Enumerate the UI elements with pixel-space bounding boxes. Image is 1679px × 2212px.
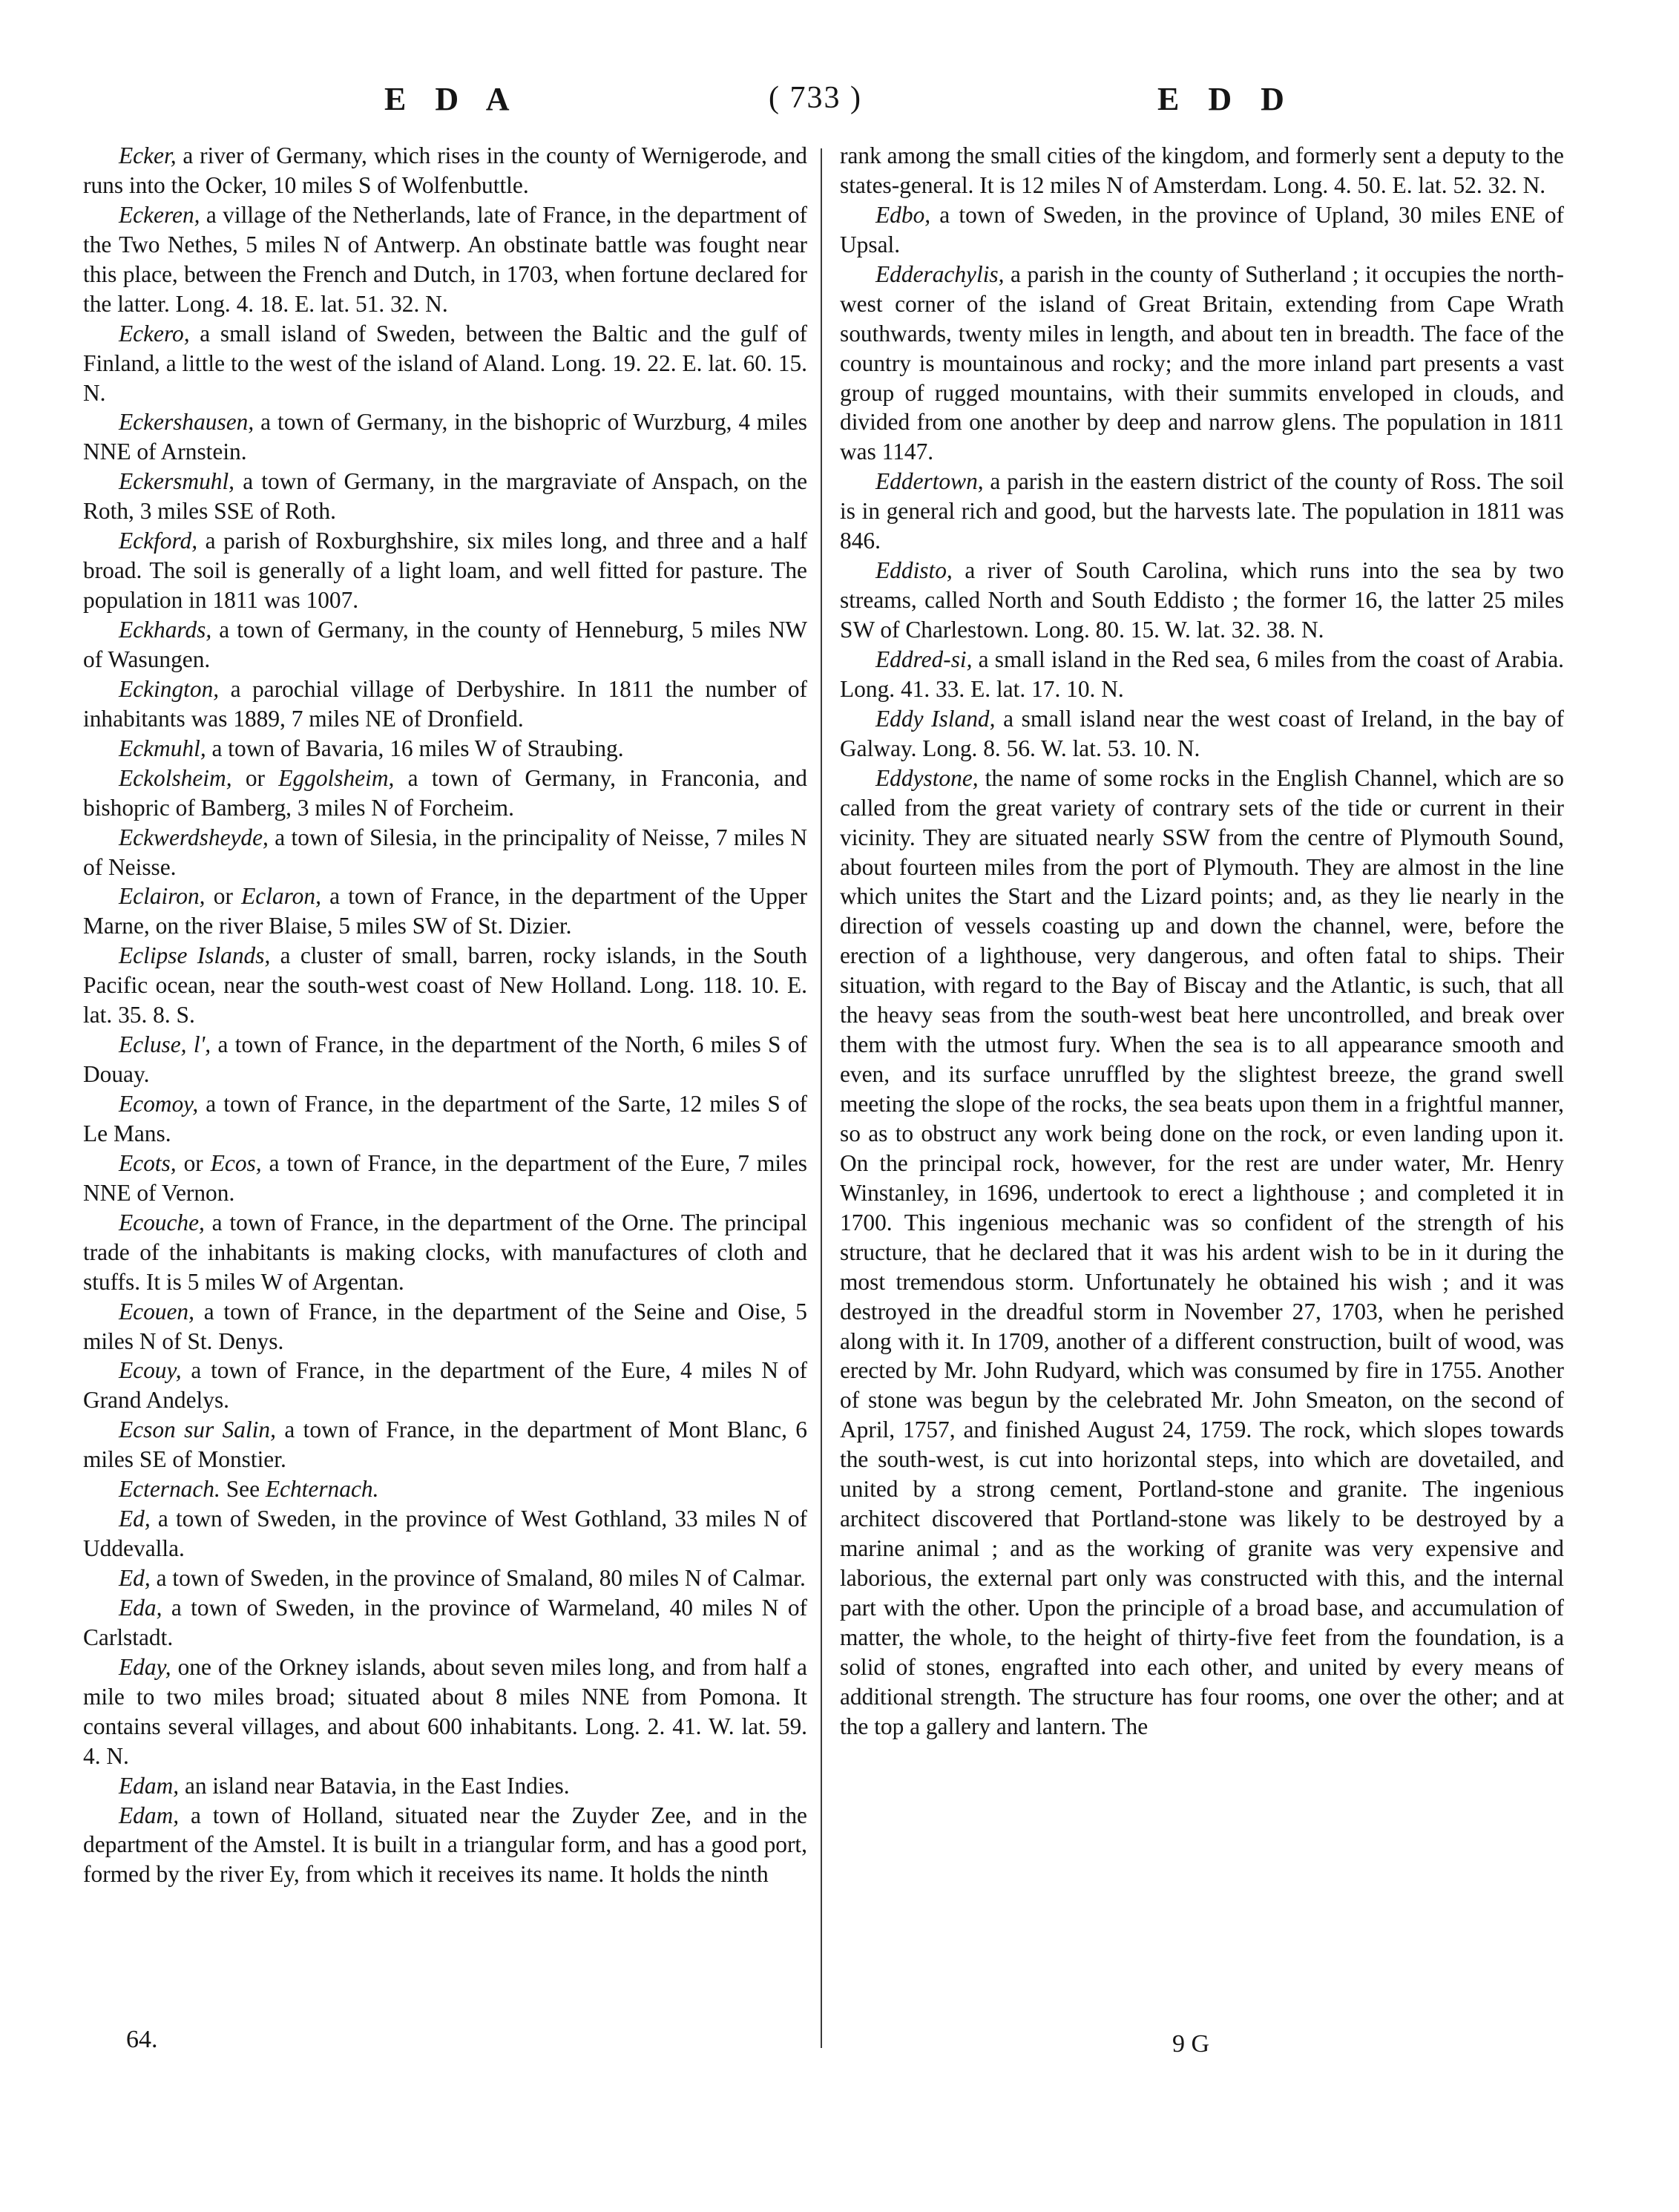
dictionary-entry [83, 1149, 807, 1208]
dictionary-entry [83, 764, 807, 823]
entry-headword: Eddystone, [875, 764, 979, 791]
entry-headword: Ecouy, [119, 1357, 182, 1384]
dictionary-entry [83, 1030, 807, 1089]
entry-headword: Eckwerdsheyde, [119, 824, 269, 850]
dictionary-entry [840, 704, 1564, 764]
entry-headword: Eclipse Islands, [119, 942, 271, 969]
dictionary-entry [840, 200, 1564, 260]
entry-text: a town of France, in the department of the Orne. The principal trade of the inhabitants is making clocks, with manufactures of cloth and stuffs. It is 5 miles W of Argentan. [83, 1209, 807, 1295]
entry-text: a town of Holland, situated near the Zuyder Zee, and in the department of the Amstel. It is built in a triangular form, and has a good port, formed by the river Ey, from which it receives its name. It holds the ninth [83, 1802, 807, 1888]
entry-headword: Eckington, [119, 675, 220, 702]
dictionary-entry [83, 1653, 807, 1771]
entry-headword: Ecouche, [119, 1209, 205, 1235]
entry-text: a small island of Sweden, between the Baltic and the gulf of Finland, a little to the west of the island of Aland. Long. 19. 22. E. lat. 60. 15. N. [83, 320, 807, 406]
entry-headword: Eckolsheim, [119, 764, 232, 791]
dictionary-entry [83, 1297, 807, 1356]
dictionary-entry [83, 734, 807, 764]
entry-headword: Edam, [119, 1802, 180, 1828]
entry-headword: Eddertown, [875, 468, 984, 495]
entry-text: one of the Orkney islands, about seven miles long, and from half a mile to two miles broad; situated about 8 miles NNE from Pomona. It contains several villages, and about 600 inhabitants. Long. 2. 41. W. lat. 59. 4. N. [83, 1653, 807, 1769]
entry-text: a town of Sweden, in the province of Warmeland, 40 miles N of Carlstadt. [83, 1594, 807, 1650]
entry-headword: Eckmuhl, [119, 735, 206, 761]
dictionary-entry [83, 200, 807, 319]
entry-headword: Ecluse, l', [119, 1031, 211, 1058]
entry-text: the name of some rocks in the English Channel, which are so called from the great variety of contrary sets of the tide or current in their vicinity. They are situated nearly SSW from the centre of Plymouth Sound, about fourteen miles from the port of Plymouth. They are almost in the line which unites the Start and the Lizard points; and, as they lie nearly in the direction of vessels coasting up and down the channel, were, before the erection of a lighthouse, very dangerous, and often fatal to ships. Their situation, with regard to the Bay of Biscay and the Atlantic, is such, that all the heavy seas from the south-west beat here uncontrolled, and break over them with the utmost fury. When the sea is to all appearance smooth and even, and its surface unruffled by the slightest breeze, the grand swell meeting the slope of the rocks, the sea beats upon them in a frightful manner, so as to obstruct any work being done on the rock, or even landing upon it. On the principal rock, however, for the rest are under water, Mr. Henry Winstanley, in 1696, undertook to erect a lighthouse ; and completed it in 1700. This ingenious mechanic was so confident of the strength of his structure, that he declared that it was his ardent wish to be in it during the most tremendous storm. Unfortunately he obtained his wish ; and it was destroyed in the dreadful storm in November 27, 1703, when he perished along with it. In 1709, another of a different construction, built of wood, was erected by Mr. John Rudyard, which was consumed by fire in 1755. Another of stone was begun by the celebrated Mr. John Smeaton, on the second of April, 1757, and finished August 24, 1759. The rock, which slopes towards the south-west, is cut into horizontal steps, into which are dovetailed, and united by a strong cement, Portland-stone and granite. The ingenious architect discovered that Portland-stone was likely to be destroyed by a marine animal ; and as the working of granite was very expensive and laborious, the external part only was constructed with this, and the internal part with the other. Upon the principle of a broad base, and accumulation of matter, the whole, to the height of thirty-five feet from the foundation, is a solid of stones, engrafted into each other, and united by every means of additional strength. The structure has four rooms, one over the other; and at the top a gallery and lantern. The [840, 764, 1564, 1739]
entry-text: a river of South Carolina, which runs into the sea by two streams, called North and South Eddisto ; the former 16, the latter 25 miles SW of Charlestown. Long. 80. 15. W. lat. 32. 38. N. [840, 557, 1564, 643]
dictionary-entry [840, 764, 1564, 1742]
dictionary-entry [840, 141, 1564, 200]
entry-text: a town of Silesia, in the principality of Neisse, 7 miles N of Neisse. [83, 824, 807, 880]
dictionary-entry [840, 645, 1564, 704]
dictionary-entry [83, 526, 807, 615]
dictionary-entry [83, 407, 807, 467]
page-number: ( 733 ) [769, 81, 862, 115]
entry-text: a town of Germany, in the county of Henneburg, 5 miles NW of Wasungen. [83, 617, 807, 672]
entry-text: an island near Batavia, in the East Indies. [179, 1772, 570, 1799]
entry-headword: Eckersmuhl, [119, 468, 235, 495]
entry-text: or [205, 883, 242, 910]
entry-headword: Eclairon, [119, 883, 206, 910]
dictionary-entry [83, 941, 807, 1030]
dictionary-entry [83, 1593, 807, 1653]
entry-text: a small island near the west coast of Ireland, in the bay of Galway. Long. 8. 56. W. lat. 53. 10. N. [840, 705, 1564, 761]
entry-headword: Ecternach. [119, 1476, 220, 1503]
header-right-guideword: E D D [1157, 81, 1295, 117]
entry-headword: Ecson sur Salin, [119, 1417, 276, 1443]
entry-headword: Edam, [119, 1772, 180, 1799]
dictionary-entry [83, 615, 807, 675]
entry-headword: Eckford, [119, 528, 198, 554]
entry-alt-headword: Echternach. [265, 1476, 379, 1503]
entry-text: a town of Germany, in the margraviate of Anspach, on the Roth, 3 miles SSE of Roth. [83, 468, 807, 525]
entry-text: a town of Bavaria, 16 miles W of Straubing. [206, 735, 624, 761]
entry-text: a town of France, in the department of the Eure, 7 miles NNE of Vernon. [83, 1149, 807, 1206]
entry-text: a town of France, in the department of Mont Blanc, 6 miles SE of Monstier. [83, 1417, 807, 1473]
entry-text: a cluster of small, barren, rocky islands, in the South Pacific ocean, near the south-west coast of New Holland. Long. 118. 10. E. lat. 35. 8. S. [83, 942, 807, 1028]
dictionary-entry [83, 823, 807, 882]
entry-headword: Ecker, [119, 142, 177, 168]
entry-text: a parish in the county of Sutherland ; it occupies the north-west corner of the island of Great Britain, extending from Cape Wrath southwards, twenty miles in length, and about ten in breadth. The face of the country is mountainous and rocky; and the more inland part presents a vast group of rugged mountains, with their summits enveloped in clouds, and divided from one another by deep and narrow glens. The population in 1811 was 1147. [840, 260, 1564, 465]
entry-text: a town of France, in the department of the Eure, 4 miles N of Grand Andelys. [83, 1357, 807, 1414]
entry-headword: Ed, [119, 1506, 151, 1532]
entry-headword: Eda, [119, 1594, 162, 1621]
dictionary-entry [83, 1474, 807, 1504]
dictionary-entry [840, 467, 1564, 556]
entry-text: a small island in the Red sea, 6 miles from the coast of Arabia. Long. 41. 33. E. lat. 17. 10. N. [840, 646, 1564, 702]
entry-text: or [176, 1149, 211, 1176]
entry-headword: Eddisto, [875, 557, 953, 584]
entry-headword: Ecomoy, [119, 1091, 199, 1117]
dictionary-entry [840, 260, 1564, 467]
running-header [0, 80, 1679, 125]
entry-text: a town of Sweden, in the province of Smaland, 80 miles N of Calmar. [150, 1565, 806, 1591]
entry-headword: Edderachylis, [875, 260, 1005, 287]
header-left-guideword: E D A [384, 81, 520, 117]
dictionary-entry [83, 1563, 807, 1593]
dictionary-entry [83, 675, 807, 734]
entry-text: or [231, 764, 279, 791]
entry-text: a town of France, in the department of the Upper Marne, on the river Blaise, 5 miles SW of St. Dizier. [83, 883, 807, 939]
signature-mark-right: 9 G [1172, 2030, 1210, 2058]
entry-headword: Eckero, [119, 320, 190, 347]
entry-alt-headword: Eggolsheim, [278, 764, 395, 791]
dictionary-entry [83, 1801, 807, 1890]
right-column [840, 141, 1564, 1742]
entry-headword: Ed, [119, 1565, 151, 1591]
entry-text: a parish in the eastern district of the county of Ross. The soil is in general rich and good, but the harvests late. The population in 1811 was 846. [840, 468, 1564, 554]
dictionary-entry [83, 1504, 807, 1563]
dictionary-entry [83, 1415, 807, 1474]
column-divider [821, 148, 822, 2048]
entry-headword: Edbo, [875, 201, 931, 228]
dictionary-entry [83, 1089, 807, 1149]
dictionary-entry [83, 882, 807, 941]
entry-text: rank among the small cities of the kingdom, and formerly sent a deputy to the states-general. It is 12 miles N of Amsterdam. Long. 4. 50. E. lat. 52. 32. N. [840, 142, 1564, 198]
entry-headword: Eday, [119, 1653, 171, 1680]
left-column [83, 141, 807, 1889]
entry-text: a town of Sweden, in the province of Upland, 30 miles ENE of Upsal. [840, 201, 1564, 257]
entry-text: See [220, 1476, 266, 1503]
entry-headword: Eckershausen, [119, 409, 254, 436]
dictionary-entry [83, 1208, 807, 1297]
entry-text: a town of France, in the department of the Seine and Oise, 5 miles N of St. Denys. [83, 1298, 807, 1354]
dictionary-entry [83, 1771, 807, 1801]
entry-alt-headword: Eclaron, [241, 883, 321, 910]
entry-alt-headword: Ecos, [210, 1149, 262, 1176]
entry-text: a village of the Netherlands, late of France, in the department of the Two Nethes, 5 miles N of Antwerp. An obstinate battle was fought near this place, between the French and Dutch, in 1703, when fortune declared for the latter. Long. 4. 18. E. lat. 51. 32. N. [83, 201, 807, 317]
entry-text: a river of Germany, which rises in the county of Wernigerode, and runs into the Ocker, 10 miles S of Wolfenbuttle. [83, 142, 807, 198]
dictionary-entry [83, 467, 807, 526]
entry-text: a town of Sweden, in the province of West Gothland, 33 miles N of Uddevalla. [83, 1506, 807, 1562]
dictionary-entry [83, 141, 807, 200]
entry-headword: Eddy Island, [875, 705, 996, 732]
dictionary-entry [83, 1356, 807, 1415]
dictionary-entry [83, 319, 807, 408]
entry-headword: Eckeren, [119, 201, 200, 228]
entry-headword: Ecots, [119, 1149, 177, 1176]
entry-text: a town of Germany, in the bishopric of Wurzburg, 4 miles NNE of Arnstein. [83, 409, 807, 465]
entry-headword: Eckhards, [119, 617, 212, 643]
entry-headword: Eddred-si, [875, 646, 973, 672]
entry-text: a parish of Roxburghshire, six miles long, and three and a half broad. The soil is generally of a light loam, and well fitted for pasture. The population in 1811 was 1007. [83, 528, 807, 614]
dictionary-entry [840, 556, 1564, 645]
entry-text: a parochial village of Derbyshire. In 1811 the number of inhabitants was 1889, 7 miles NE of Dronfield. [83, 675, 807, 732]
entry-text: a town of France, in the department of the North, 6 miles S of Douay. [83, 1031, 807, 1088]
entry-text: a town of Germany, in Franconia, and bishopric of Bamberg, 3 miles N of Forcheim. [83, 764, 807, 821]
entry-text: a town of France, in the department of the Sarte, 12 miles S of Le Mans. [83, 1091, 807, 1146]
entry-headword: Ecouen, [119, 1298, 194, 1325]
signature-mark-left: 64. [126, 2026, 158, 2053]
